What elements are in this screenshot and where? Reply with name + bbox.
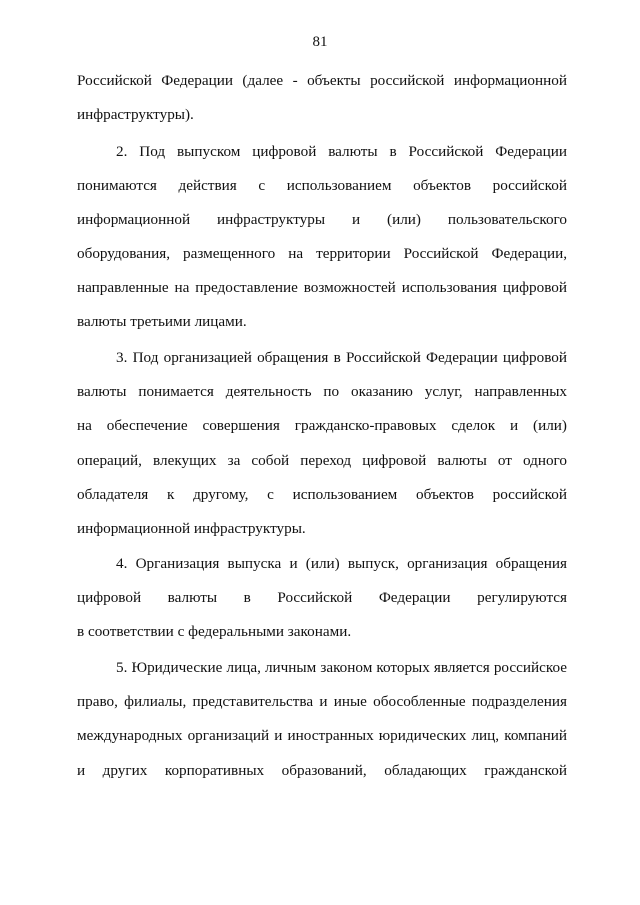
text-line: понимаются действия с использованием объектов российской	[77, 177, 567, 194]
text-line: международных организаций и иностранных юридических лиц, компаний	[77, 727, 567, 744]
text-line: и других корпоративных образований, обладающих гражданской	[77, 762, 567, 779]
paragraph-2-first-line: 2. Под выпуском цифровой валюты в Российской Федерации	[116, 143, 567, 160]
text-line: информационной инфраструктуры.	[77, 520, 306, 537]
text-line: цифровой валюты в Российской Федерации регулируются	[77, 589, 567, 606]
text-line: на обеспечение совершения гражданско-правовых сделок и (или)	[77, 417, 567, 434]
paragraph-5-first-line: 5. Юридические лица, личным законом которых является российское	[116, 659, 567, 676]
page-number: 81	[312, 34, 328, 50]
text-line: валюты понимается деятельность по оказанию услуг, направленных	[77, 383, 567, 400]
paragraph-3-first-line: 3. Под организацией обращения в Российской Федерации цифровой	[116, 349, 567, 366]
text-line: Российской Федерации (далее - объекты российской информационной	[77, 72, 567, 89]
text-line: оборудования, размещенного на территории Российской Федерации,	[77, 245, 567, 262]
text-line: операций, влекущих за собой переход цифровой валюты от одного	[77, 452, 567, 469]
text-line: в соответствии с федеральными законами.	[77, 623, 352, 640]
text-line: обладателя к другому, с использованием объектов российской	[77, 486, 567, 503]
text-line: валюты третьими лицами.	[77, 313, 247, 330]
paragraph-4-first-line: 4. Организация выпуска и (или) выпуск, организация обращения	[116, 555, 567, 572]
text-line: направленные на предоставление возможностей использования цифровой	[77, 279, 567, 296]
text-line: инфраструктуры).	[77, 106, 194, 123]
text-line: право, филиалы, представительства и иные обособленные подразделения	[77, 693, 567, 710]
text-line: информационной инфраструктуры и (или) пользовательского	[77, 211, 567, 228]
